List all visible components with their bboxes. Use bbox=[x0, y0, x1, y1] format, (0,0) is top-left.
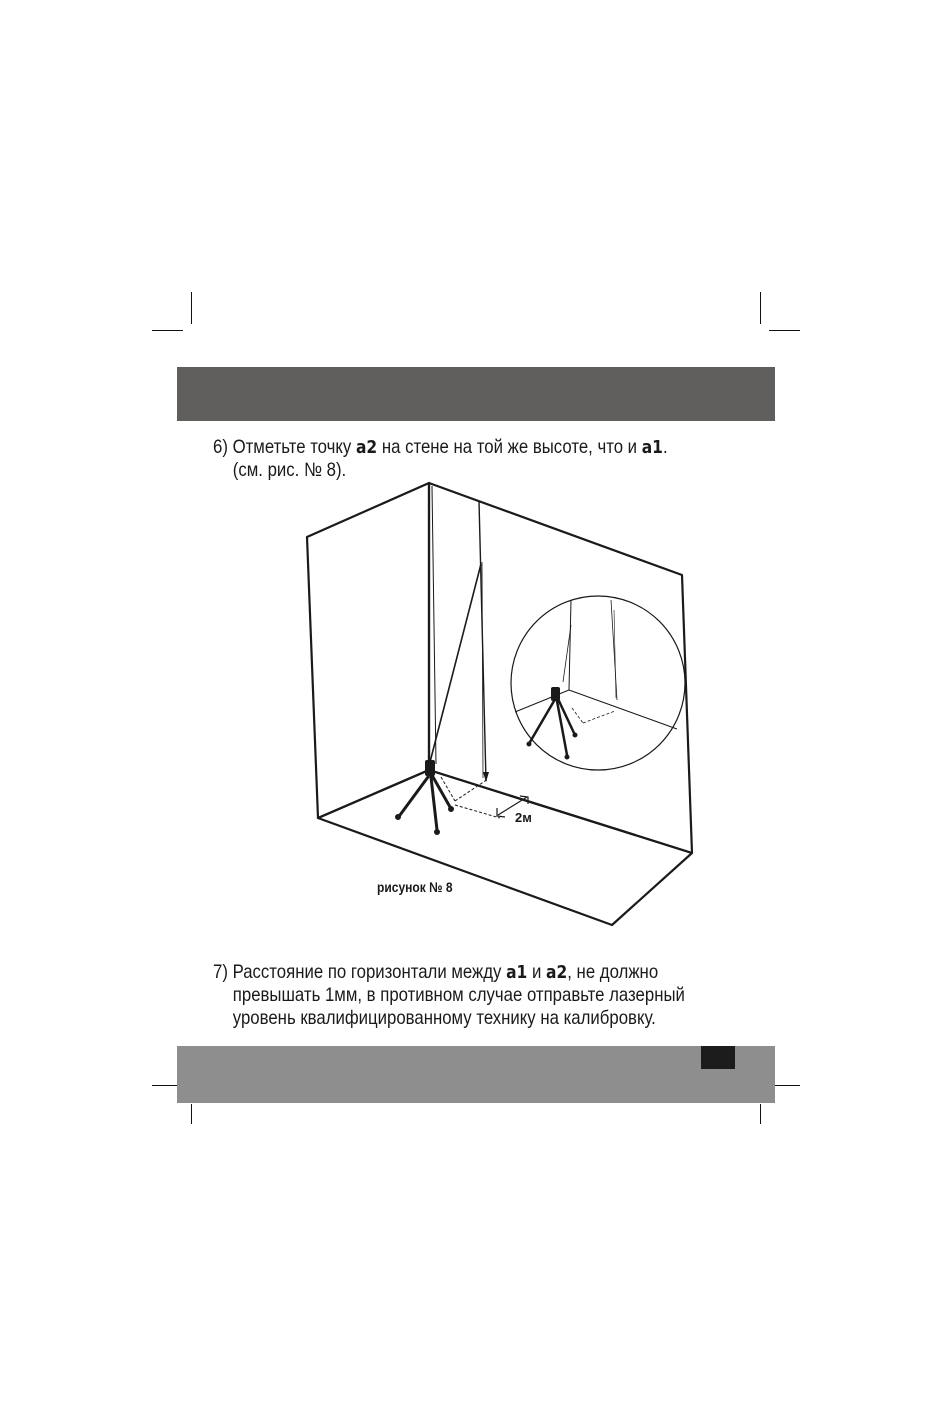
back-wall bbox=[429, 483, 692, 853]
left-wall-edge-line bbox=[432, 486, 436, 764]
step-7-line-3: уровень квалифицированному технику на калибровку. bbox=[232, 1007, 656, 1029]
step-7-number: 7) bbox=[213, 961, 228, 983]
laser-beam bbox=[430, 564, 481, 762]
floor-dashed-line-3 bbox=[455, 805, 500, 818]
step-7-text-after: , не должно bbox=[567, 961, 659, 983]
step-7-text-before: Расстояние по горизонтали между bbox=[232, 961, 502, 983]
point-a2-label: a2 bbox=[355, 437, 378, 458]
point-a2-label: a2 bbox=[546, 962, 568, 983]
step-7-text bbox=[213, 961, 685, 1030]
page-number-box bbox=[701, 1046, 735, 1069]
point-a1-label: a1 bbox=[506, 962, 528, 983]
step-6-text-middle: на стене на той же высоте, что и bbox=[381, 436, 638, 458]
floor bbox=[318, 770, 692, 925]
left-wall bbox=[307, 483, 429, 818]
laser-line-vertical-inner bbox=[482, 562, 483, 778]
step-7-line-2: превышать 1мм, в противном случае отправьте лазерный bbox=[232, 984, 685, 1006]
detail-magnifier bbox=[511, 596, 685, 770]
step-6-text-end: . bbox=[662, 436, 668, 458]
step-6-number: 6) bbox=[213, 436, 228, 458]
distance-label: 2м bbox=[515, 810, 532, 825]
step-7-conj: и bbox=[531, 961, 542, 983]
step-6-line-2: (см. рис. № 8). bbox=[232, 459, 347, 481]
tripod-detail-icon bbox=[527, 687, 577, 759]
point-a1-label: a1 bbox=[641, 437, 663, 458]
footer-band bbox=[177, 1046, 775, 1103]
figure-caption: рисунок № 8 bbox=[377, 879, 453, 895]
step-6-text-before: Отметьте точку bbox=[232, 436, 352, 458]
